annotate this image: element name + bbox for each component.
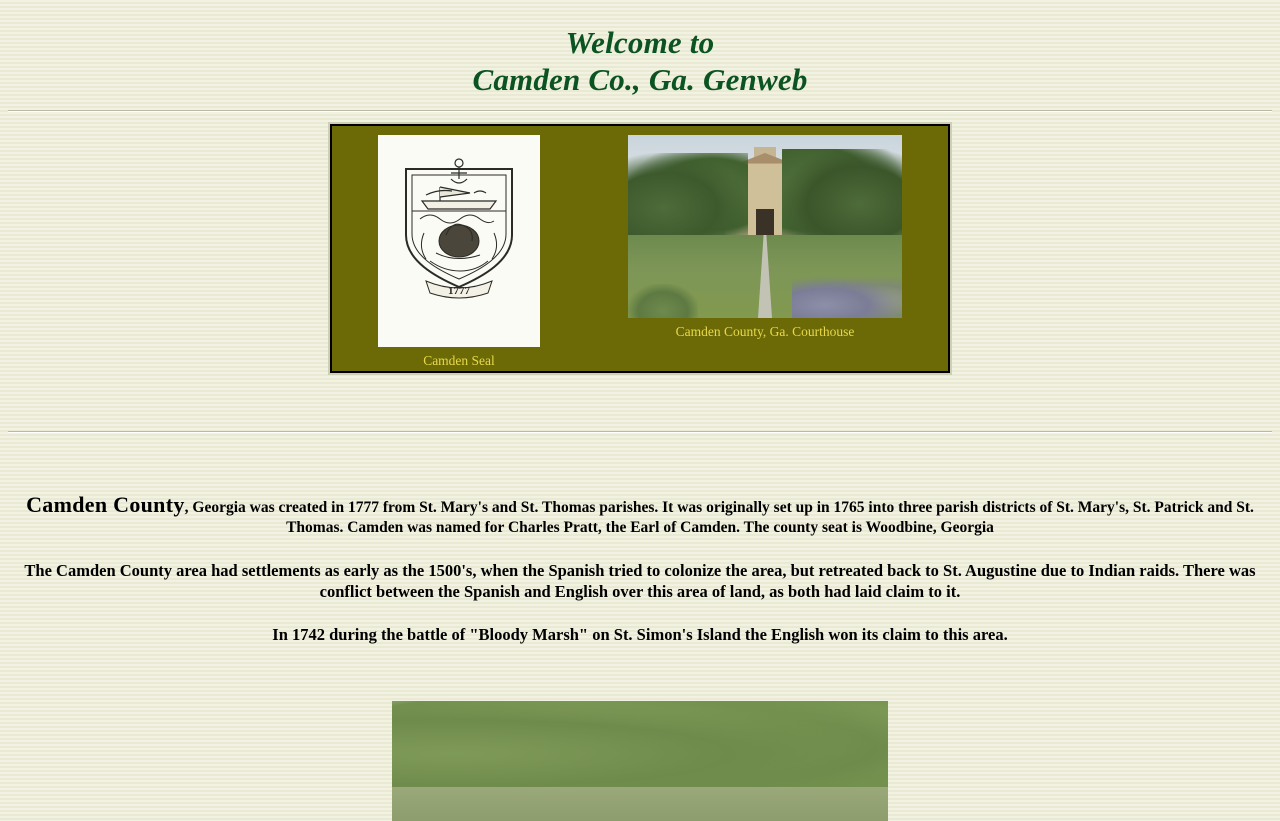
banner-section	[0, 124, 1280, 373]
page-title-line-2: Camden Co., Ga. Genweb	[472, 62, 808, 97]
courthouse-caption: Camden County, Ga. Courthouse	[675, 324, 855, 339]
county-name: Camden County	[26, 492, 185, 517]
divider-top	[8, 110, 1272, 112]
page-title	[0, 0, 1280, 98]
courthouse-cell	[628, 135, 902, 340]
seal-caption: Camden Seal	[423, 353, 495, 368]
camden-seal-icon	[378, 135, 540, 347]
banner-frame	[330, 124, 950, 373]
landscape-photo-icon	[392, 701, 888, 821]
paragraph-history-1	[10, 492, 1270, 538]
paragraph-history-1-text: , Georgia was created in 1777 from St. Mary's and St. Thomas parishes. It was originally set up in 1765 into three parish districts of St. Mary's, St. Patrick and St. Thomas. Camden was named for Charles Pratt, the Earl of Camden. The county seat is Woodbine, Georgia	[184, 499, 1254, 536]
courthouse-photo-icon	[628, 135, 902, 318]
bottom-photo-section	[0, 701, 1280, 821]
paragraph-history-3: In 1742 during the battle of "Bloody Marsh" on St. Simon's Island the English won its claim to this area.	[272, 625, 1008, 644]
paragraph-history-2: The Camden County area had settlements as early as the 1500's, when the Spanish tried to colonize the area, but retreated back to St. Augustine due to Indian raids. There was conflict between the Spanish and English over this area of land, as both had laid claim to it.	[24, 561, 1256, 601]
svg-text:1777: 1777	[448, 285, 470, 297]
seal-cell	[378, 135, 540, 369]
article-body	[10, 433, 1270, 645]
page-title-line-1: Welcome to	[565, 25, 715, 60]
